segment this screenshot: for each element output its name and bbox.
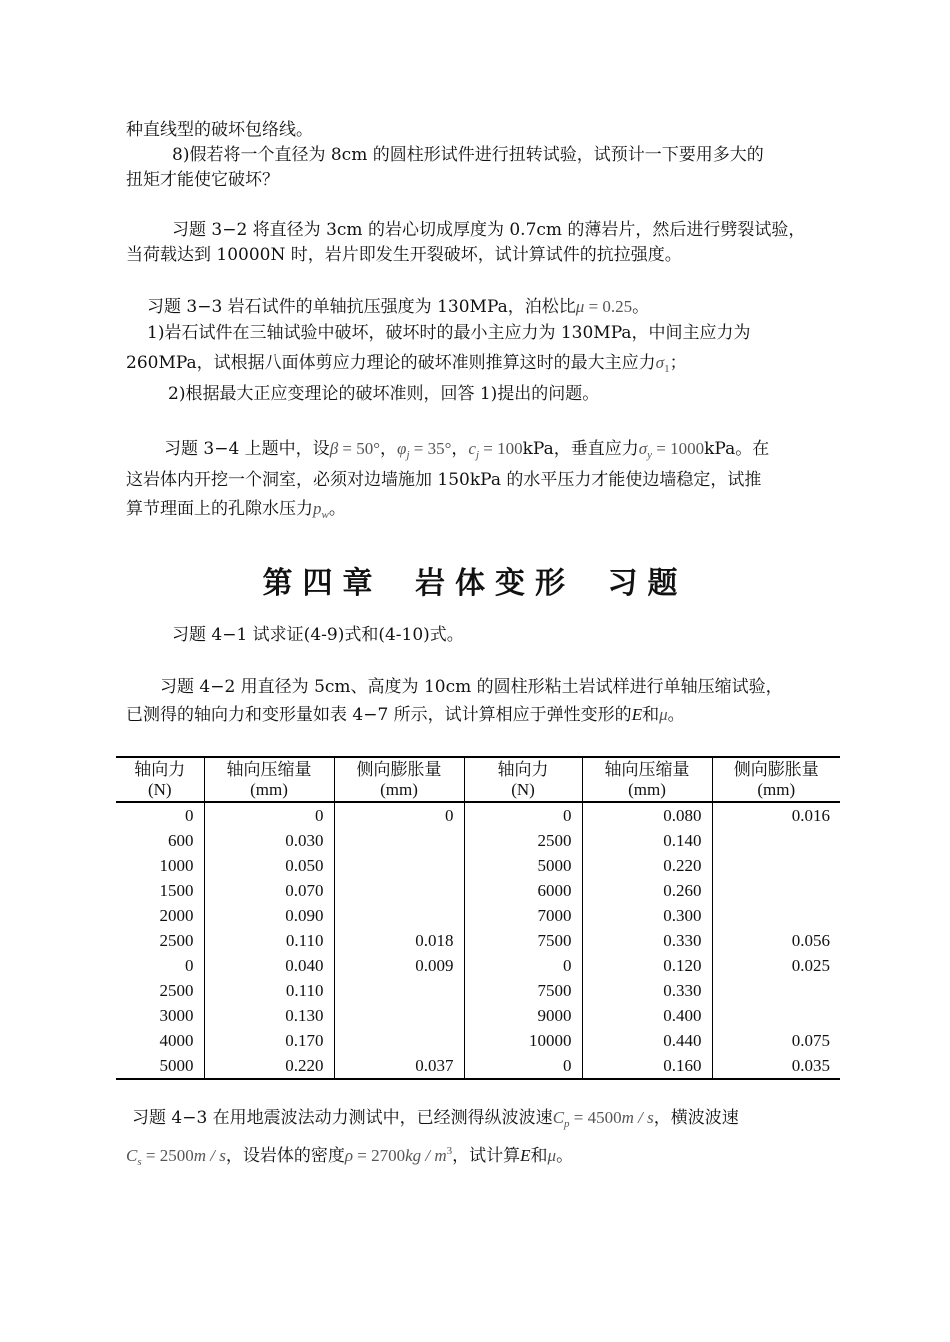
math-value: = 100: [479, 439, 523, 458]
table-cell: 0.440: [582, 1028, 712, 1053]
table-cell: 0.330: [582, 978, 712, 1003]
C-symbol: C: [126, 1146, 138, 1165]
text: 。: [328, 499, 346, 519]
table-cell: [712, 978, 840, 1003]
table-cell: 2500: [116, 978, 204, 1003]
subscript: p: [564, 1118, 570, 1130]
table-cell: 10000: [464, 1028, 582, 1053]
table-cell: 1500: [116, 878, 204, 903]
math-unit: kg / m: [405, 1146, 447, 1165]
exercise-3-4-line: 习题 3−4 上题中，设β = 50°，$\varphi_j = 35^\circ$，$c_j = 100kPa$，垂直应力$\sigma_y = 1000kPa$。在: [164, 439, 770, 461]
table-cell: 0.070: [204, 878, 334, 903]
text: 。: [556, 1146, 574, 1166]
exercise-4-1-line: 习题 4−1 试求证(4-9)式和(4-10)式。: [172, 625, 464, 645]
text: 算节理面上的孔隙水压力: [126, 499, 313, 519]
table-cell: 0.300: [582, 903, 712, 928]
table-row: [116, 1053, 840, 1079]
table-cell: 0.035: [712, 1053, 840, 1079]
table-cell: 0.075: [791, 1031, 830, 1050]
column-header: 轴向力 (N): [464, 757, 582, 802]
table-row: [116, 903, 840, 928]
table-cell: [334, 978, 464, 1003]
chapter-title: [0, 558, 950, 602]
table-cell: 0.037: [334, 1053, 464, 1079]
column-header: 轴向压缩量 (mm): [204, 757, 334, 802]
table-cell: 0.220: [582, 853, 712, 878]
table-row: [116, 1003, 840, 1028]
subscript: j: [406, 449, 410, 461]
table-row: [116, 853, 840, 878]
exercise-3-3-line: 2)根据最大正应变理论的破坏准则，回答 1)提出的问题。: [168, 384, 600, 404]
math-value: = 0.25: [584, 297, 633, 316]
c-symbol: c: [468, 439, 476, 458]
table-cell: [712, 878, 840, 903]
table-row: [116, 1028, 840, 1053]
table-cell: [712, 903, 840, 928]
text: 习题 3−4 上题中，设: [164, 439, 330, 459]
text: ；: [669, 353, 687, 373]
paragraph-line: 8)假若将一个直径为 8cm 的圆柱形试件进行扭转试验，试预计一下要用多大的: [172, 145, 764, 165]
table-cell: 4000: [116, 1028, 204, 1053]
text: 260MPa，试根据八面体剪应力理论的破坏准则推算这时的最大主应力: [126, 353, 656, 373]
table-cell: 0.130: [204, 1003, 334, 1028]
subscript: 1: [664, 363, 670, 375]
table-row: [116, 878, 840, 903]
exercise-4-3-line: [126, 1139, 573, 1174]
p-symbol: p: [313, 499, 322, 518]
text: ，试计算: [452, 1146, 521, 1166]
table-cell: 0: [116, 953, 204, 978]
table-cell: 5000: [116, 1053, 204, 1079]
table-cell: 1000: [116, 853, 204, 878]
table-cell: 9000: [464, 1003, 582, 1028]
subscript: w: [321, 509, 329, 521]
table-row: [116, 953, 840, 978]
paragraph-line: 扭矩才能使它破坏？: [126, 170, 279, 190]
text: 和: [530, 1146, 548, 1166]
table-cell: 0: [464, 802, 582, 828]
exercise-4-3-line: [132, 1106, 739, 1136]
math-value: = 50°: [338, 439, 381, 458]
math-unit: m / s: [621, 1108, 654, 1127]
table-cell: 0.050: [204, 853, 334, 878]
exercise-3-2-line: 习题 3−2 将直径为 3cm 的岩心切成厚度为 0.7cm 的薄岩片，然后进行劈裂试验，: [172, 220, 806, 240]
table-cell: [334, 878, 464, 903]
mu-symbol: μ: [575, 297, 585, 316]
table-cell: 2000: [116, 903, 204, 928]
math-value: = 35°: [409, 439, 452, 458]
exercise-4-2-line: 习题 4−2 用直径为 5cm、高度为 10cm 的圆柱形粘土岩试样进行单轴压缩试验，: [160, 677, 783, 697]
text: kPa。在: [704, 439, 770, 459]
table-cell: 0.330: [582, 928, 712, 953]
exercise-3-2-line: 当荷载达到 10000N 时，岩片即发生开裂破坏，试计算试件的抗拉强度。: [126, 245, 682, 265]
exercise-3-3-line: [126, 351, 687, 381]
table-cell: 0.400: [582, 1003, 712, 1028]
math-value: = 1000: [652, 439, 705, 458]
column-header: 侧向膨胀量 (mm): [712, 757, 840, 802]
table-cell: 0.160: [582, 1053, 712, 1079]
table-cell: 0: [204, 802, 334, 828]
table-cell: 0: [464, 953, 582, 978]
table-cell: 0.090: [204, 903, 334, 928]
table-cell: [334, 853, 464, 878]
table-cell: [712, 853, 840, 878]
data-table: [116, 756, 840, 1080]
superscript: 3: [446, 1145, 453, 1157]
sigma-symbol: σ: [638, 439, 648, 458]
table-cell: [334, 903, 464, 928]
table-cell: 0: [464, 1053, 582, 1079]
mu-symbol: μ: [547, 1146, 557, 1165]
mu-symbol: μ: [659, 705, 668, 724]
text: 习题 3−3 岩石试件的单轴抗压强度为 130MPa，泊松比: [147, 297, 576, 317]
table-row: [116, 828, 840, 853]
table-cell: 0.025: [791, 956, 830, 975]
paragraph-line: 种直线型的破坏包络线。: [126, 120, 313, 140]
table-cell: 0.030: [204, 828, 334, 853]
math-unit: m / s: [193, 1146, 226, 1165]
table-cell: 0.110: [204, 928, 334, 953]
subscript: y: [647, 449, 653, 461]
text: ，设岩体的密度: [225, 1146, 345, 1166]
table-cell: 0.009: [334, 953, 464, 978]
table-cell: 0: [334, 802, 464, 828]
table-cell: [334, 1028, 464, 1053]
table-cell: [334, 828, 464, 853]
table-cell: 5000: [464, 853, 582, 878]
text: 已测得的轴向力和变形量如表 4−7 所示，试计算相应于弹性变形的: [126, 705, 632, 725]
table-cell: [712, 828, 840, 853]
subscript: j: [475, 449, 480, 461]
table-cell: 0.170: [204, 1028, 334, 1053]
table-cell: 0.260: [582, 878, 712, 903]
table-cell: 0: [116, 802, 204, 828]
table-cell: 7500: [464, 978, 582, 1003]
table-cell: 0.056: [791, 931, 830, 950]
text: 。: [632, 297, 650, 317]
table-header-row: [116, 757, 840, 802]
table-cell: 0.080: [582, 802, 712, 828]
math-value: = 2700: [353, 1146, 406, 1165]
exercise-3-3-line: 1)岩石试件在三轴试验中破坏，破坏时的最小主应力为 130MPa，中间主应力为: [147, 323, 751, 343]
rho-symbol: ρ: [344, 1146, 354, 1165]
table-cell: 3000: [116, 1003, 204, 1028]
column-header: 侧向膨胀量 (mm): [334, 757, 464, 802]
table-cell: 7000: [464, 903, 582, 928]
chapter-label: 习题: [607, 566, 688, 601]
text: kPa，垂直应力: [522, 439, 639, 459]
chapter-topic: 岩体变形: [415, 566, 575, 601]
phi-symbol: φ: [397, 439, 407, 458]
C-symbol: C: [552, 1108, 565, 1127]
exercise-4-2-line: [126, 703, 685, 727]
table-cell: [334, 1003, 464, 1028]
exercise-3-4-line: 这岩体内开挖一个洞室，必须对边墙施加 150kPa 的水平压力才能使边墙稳定，试推: [126, 470, 762, 490]
subscript: s: [137, 1156, 142, 1168]
exercise-3-3-line: [147, 295, 649, 319]
exercise-3-4-line: [126, 497, 346, 527]
table-cell: 2500: [464, 828, 582, 853]
table-cell: 0.110: [204, 978, 334, 1003]
text: 。: [667, 705, 685, 725]
table-cell: 0.040: [204, 953, 334, 978]
table-cell: 0.016: [791, 806, 830, 825]
table-cell: 7500: [464, 928, 582, 953]
E-symbol: E: [631, 705, 643, 724]
table-cell: 0.140: [582, 828, 712, 853]
table-row: [116, 978, 840, 1003]
table-cell: 2500: [116, 928, 204, 953]
table-row: [116, 928, 840, 953]
column-header: 轴向压缩量 (mm): [582, 757, 712, 802]
table-cell: 600: [116, 828, 204, 853]
text: ，横波波速: [653, 1108, 739, 1128]
beta-symbol: β: [329, 439, 339, 458]
column-header: 轴向力 (N): [116, 757, 204, 802]
chapter-number: 第四章: [262, 566, 383, 601]
math-value: = 4500: [569, 1108, 622, 1127]
table-cell: 0.018: [334, 928, 464, 953]
E-symbol: E: [520, 1146, 531, 1165]
text: 和: [642, 705, 660, 725]
table-cell: [712, 1003, 840, 1028]
table-cell: 0.220: [204, 1053, 334, 1079]
table-cell: 0.120: [582, 953, 712, 978]
math-value: = 2500: [141, 1146, 194, 1165]
table-row: [116, 802, 840, 828]
sigma-symbol: σ: [655, 353, 665, 372]
table-cell: 6000: [464, 878, 582, 903]
text: 习题 4−3 在用地震波法动力测试中，已经测得纵波波速: [132, 1108, 553, 1128]
